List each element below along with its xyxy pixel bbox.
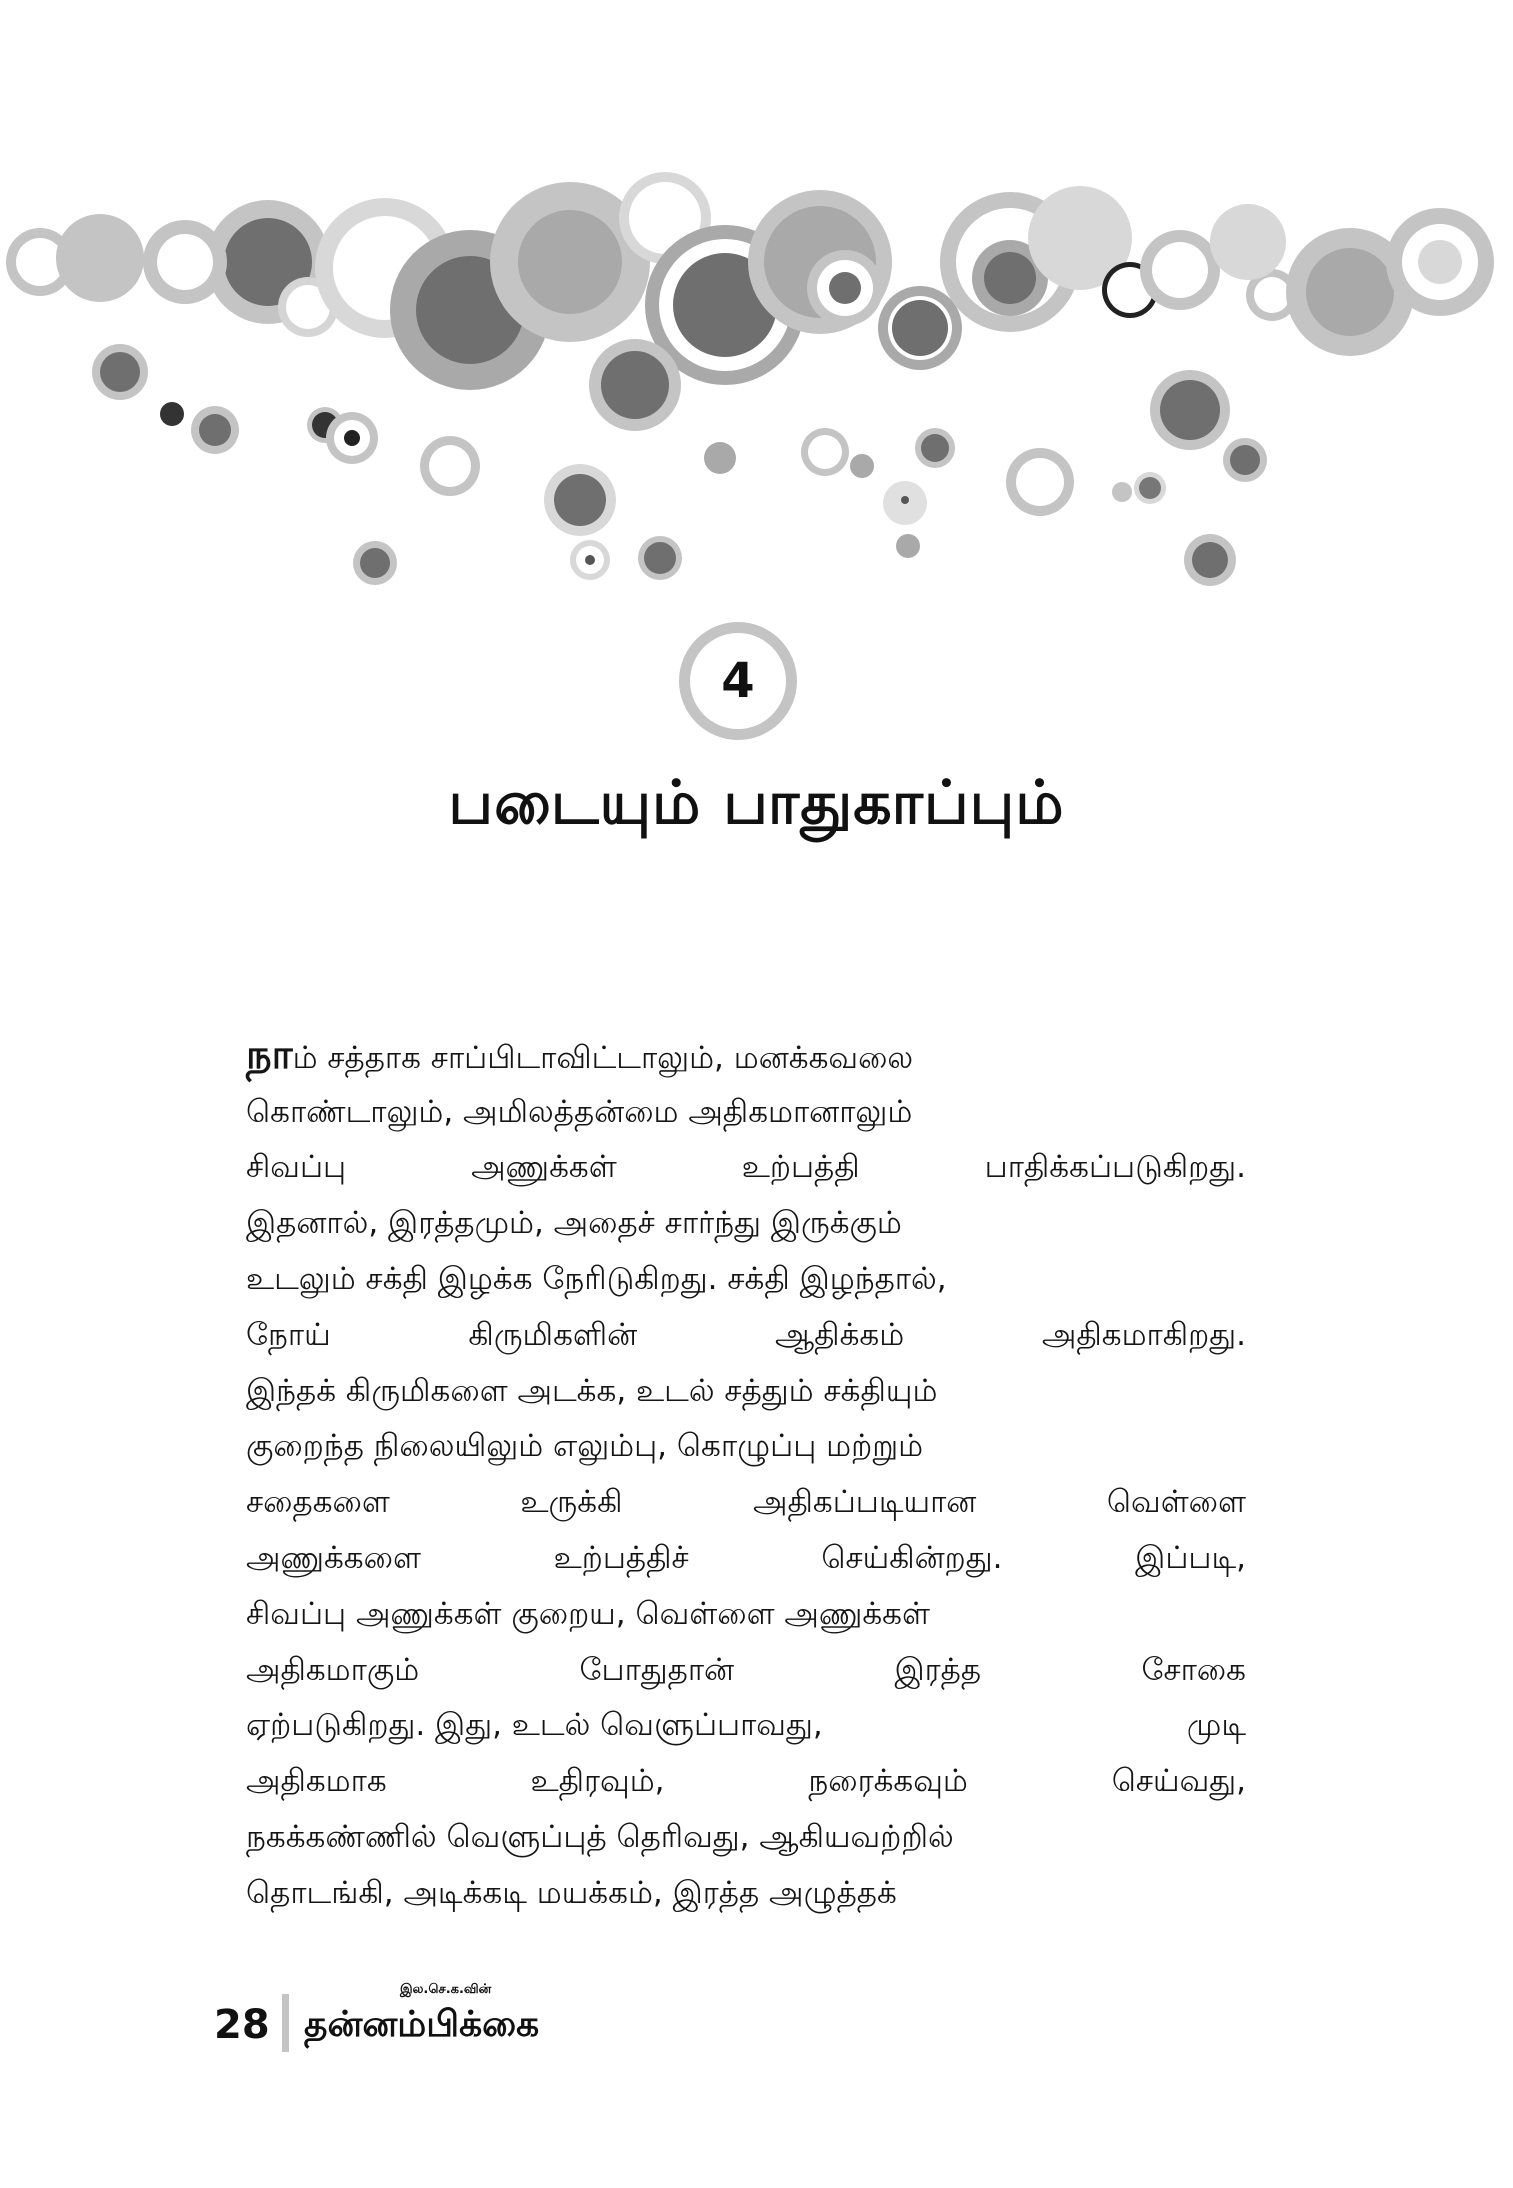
decor-circle-inner: [1306, 248, 1394, 336]
decor-circle: [896, 534, 920, 558]
decor-circle: [850, 454, 874, 478]
decor-circle-inner: [1230, 445, 1260, 475]
text-line: [246, 1811, 1246, 1867]
text-word: இந்தக் கிருமிகளை அடக்க, உடல் சத்தும் சக்தியும்: [246, 1372, 938, 1409]
decor-circle: [892, 300, 948, 356]
text-word: அதிகமாகும்: [246, 1651, 420, 1688]
text-word: சிவப்பு: [246, 1149, 347, 1186]
text-word: நோய்: [246, 1316, 331, 1353]
decor-circle-inner: [644, 542, 676, 574]
decor-circle-inner: [921, 434, 949, 462]
chapter-number-badge: [679, 622, 797, 740]
text-line: [246, 1142, 1246, 1198]
page-number: 28: [214, 2002, 270, 2048]
decor-circle: [1210, 204, 1286, 280]
decor-circle-inner: [157, 234, 213, 290]
text-line: [246, 1253, 1246, 1309]
chapter-title: படையும் பாதுகாப்பும்: [448, 768, 1065, 838]
text-line: [246, 1588, 1246, 1644]
text-word: அதிகப்படியான: [753, 1484, 977, 1521]
text-line: [246, 1644, 1246, 1700]
text-word: உற்பத்தி: [741, 1149, 860, 1186]
text-line: [246, 1755, 1246, 1811]
text-word: வெள்ளை: [1106, 1484, 1246, 1521]
page-footer: [214, 1980, 674, 2060]
text-word: நகக்கண்ணில் வெளுப்புத் தெரிவது, ஆகியவற்றில்: [246, 1819, 954, 1856]
text-word: ஆதிக்கம்: [774, 1316, 905, 1353]
text-line: [246, 1086, 1246, 1142]
decor-circle: [585, 555, 595, 565]
body-paragraph: [246, 1030, 1246, 1923]
text-line: [246, 1421, 1246, 1477]
text-word: நரைக்கவும்: [808, 1763, 968, 1800]
text-word: இதனால், இரத்தமும், அதைச் சார்ந்து இருக்கும்: [246, 1205, 902, 1242]
text-word: சதைகளை: [246, 1484, 390, 1521]
decor-circle: [829, 272, 861, 304]
text-line: [246, 1365, 1246, 1421]
decor-circle-inner: [429, 445, 471, 487]
text-word: கொண்டாலும், அமிலத்தன்மை அதிகமானாலும்: [246, 1093, 913, 1130]
text-word: அதிகமாக: [246, 1763, 387, 1800]
decor-circle-inner: [554, 474, 606, 526]
decor-circle-inner: [1152, 242, 1208, 298]
text-line: [246, 1867, 1246, 1923]
text-line: [246, 1700, 1246, 1756]
decor-circle: [56, 214, 144, 302]
decor-circle-inner: [808, 435, 842, 469]
text-word: தொடங்கி, அடிக்கடி மயக்கம், இரத்த அழுத்தக்: [246, 1874, 897, 1911]
decor-circle-inner: [1139, 477, 1161, 499]
text-line: [246, 1030, 1246, 1086]
chapter-number: 4: [690, 633, 786, 729]
text-word: சோகை: [1141, 1651, 1246, 1688]
text-word: ஏற்படுகிறது. இது, உடல் வெளுப்பாவது,: [246, 1707, 823, 1744]
decorative-circles-banner: [0, 0, 1513, 640]
decor-circle-inner: [1192, 542, 1228, 578]
decor-circle-inner: [984, 252, 1036, 304]
decor-circle-inner: [360, 548, 390, 578]
decor-circle-inner: [601, 351, 669, 419]
text-line: [246, 1476, 1246, 1532]
text-word: உற்பத்திச்: [553, 1540, 689, 1577]
decor-circle-inner: [100, 352, 140, 392]
decor-circle-inner: [518, 210, 622, 314]
decor-circle: [344, 430, 360, 446]
decor-circle-inner: [1254, 277, 1290, 313]
text-segment: [246, 1032, 913, 1083]
book-author: இல.செ.க.வின்: [400, 1982, 492, 1997]
decor-circle-inner: [1160, 380, 1220, 440]
drop-cap: நா: [246, 1032, 293, 1079]
text-word: பாதிக்கப்படுகிறது.: [984, 1149, 1246, 1186]
decor-circle: [1418, 240, 1462, 284]
text-word: ம் சத்தாக சாப்பிடாவிட்டாலும், மனக்கவலை: [292, 1040, 914, 1077]
text-line: [246, 1309, 1246, 1365]
book-title: தன்னம்பிக்கை: [304, 2004, 540, 2045]
text-word: கிருமிகளின்: [468, 1316, 638, 1353]
text-word: செய்கின்றது.: [821, 1540, 1003, 1577]
decor-circle: [704, 442, 736, 474]
text-word: குறைந்த நிலையிலும் எலும்பு, கொழுப்பு மற்றும்: [246, 1428, 924, 1465]
text-line: [246, 1197, 1246, 1253]
text-word: முடி: [1186, 1707, 1246, 1744]
text-word: அதிகமாகிறது.: [1041, 1316, 1246, 1353]
decor-circle: [901, 496, 909, 504]
decor-circle-inner: [199, 414, 231, 446]
text-word: இரத்த: [894, 1651, 982, 1688]
text-word: உதிரவும்,: [530, 1763, 665, 1800]
footer-divider: [282, 1994, 289, 2052]
text-word: அணுக்கள்: [471, 1149, 617, 1186]
text-line: [246, 1532, 1246, 1588]
text-word: செய்வது,: [1111, 1763, 1246, 1800]
text-word: போதுதான்: [579, 1651, 735, 1688]
decor-circle: [160, 402, 184, 426]
text-word: இப்படி,: [1135, 1540, 1246, 1577]
decor-circle-inner: [1016, 458, 1064, 506]
text-word: சிவப்பு அணுக்கள் குறைய, வெள்ளை அணுக்கள்: [246, 1595, 930, 1632]
text-word: உருக்கி: [520, 1484, 623, 1521]
decor-circle: [1112, 482, 1132, 502]
text-word: அணுக்களை: [246, 1540, 421, 1577]
text-word: உடலும் சக்தி இழக்க நேரிடுகிறது. சக்தி இழந்தால்,: [246, 1261, 947, 1298]
